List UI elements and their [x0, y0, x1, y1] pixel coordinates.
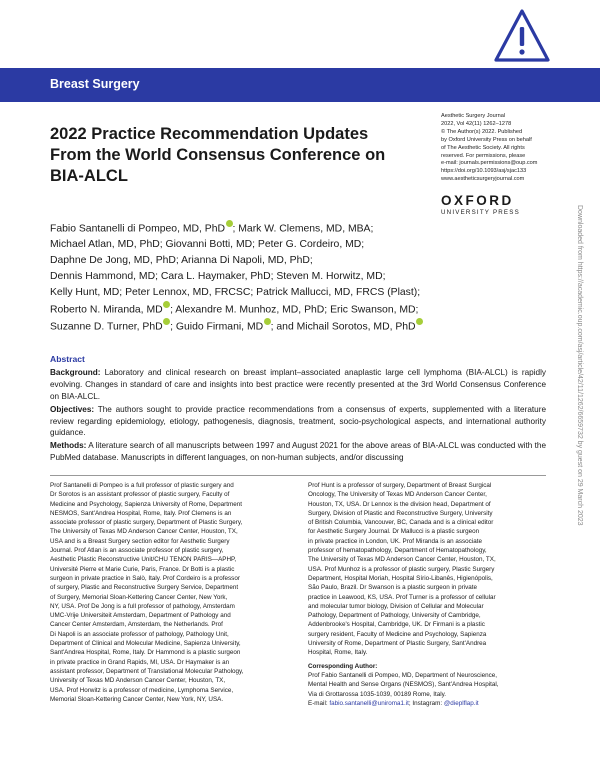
abstract-paragraph: Objectives: The authors sought to provide practice recommendations from a consensus of experts, supplemented with a literature review regarding epidemiology, etiology, pathogenesis, diagnosis, treatment, socio-psychological aspects, and international authority guidance. [50, 404, 546, 438]
warning-triangle-icon [493, 8, 551, 66]
orcid-icon[interactable] [226, 220, 233, 227]
corresponding-contact: E-mail: fabio.santanelli@uniroma1.it; Instagram: @dieplflap.it [308, 699, 479, 707]
affiliation-line: of British Columbia, Vancouver, BC, Canada and is a clinical editor [308, 519, 494, 527]
affiliation-line: Addenbrooke's Hospital, Cambridge, UK. Dr Firmani is a plastic [308, 621, 485, 629]
section-label: Breast Surgery [50, 77, 140, 91]
publisher-sub: UNIVERSITY PRESS [441, 209, 520, 216]
publisher-logo [441, 194, 561, 216]
email-link[interactable]: fabio.santanelli@uniroma1.it [329, 699, 409, 707]
affiliation-line: surgery resident, Faculty of Medicine and Psychology, Sapienza [308, 630, 487, 638]
affiliation-line: of Surgery, Memorial Sloan-Kettering Cancer Center, New York, [50, 593, 228, 601]
title-line: BIA-ALCL [50, 167, 128, 185]
journal-info-line[interactable]: www.aestheticsurgeryjournal.com [441, 176, 525, 183]
download-note [573, 205, 585, 625]
orcid-icon[interactable] [264, 318, 271, 325]
affiliation-line: in private practice in Grand Rapids, MI, USA. Dr Haymaker is an [50, 658, 230, 666]
publisher-name: OXFORD [441, 193, 514, 208]
abstract [50, 354, 546, 465]
journal-info-line: reserved. For permissions, please [441, 152, 526, 159]
affiliation-line: Journal. Prof Atlan is an associate professor of plastic surgery, [50, 547, 224, 555]
journal-info-line: 2022, Vol 42(11) 1262–1278 [441, 120, 512, 127]
affiliations-right [308, 481, 546, 708]
orcid-icon[interactable] [416, 318, 423, 325]
affiliation-line: practice in Leawood, KS, USA. Prof Turner is a professor of cellular [308, 593, 496, 601]
corresponding-line: Mental Health and Sense Organs (NESMOS), Sant'Andrea Hospital, [308, 681, 499, 689]
affiliation-line: and molecular tumor biology, Division of Cellular and Molecular [308, 602, 484, 610]
divider [50, 475, 546, 476]
affiliation-line: Department of Clinical and Molecular Medicine, Sapienza University, [50, 640, 241, 648]
affiliation-line: Prof Hunt is a professor of surgery, Department of Breast Surgical [308, 482, 492, 489]
affiliation-line: Prof Santanelli di Pompeo is a full professor of plastic surgery and [50, 482, 234, 489]
affiliation-line: UMC-Vrije Universiteit Amsterdam, Department of Pathology and [50, 612, 231, 620]
journal-info [441, 113, 561, 184]
author-line: Roberto N. Miranda, MD ; Alexandre M. Munhoz, MD, PhD; Eric Swanson, MD; [50, 301, 440, 318]
affiliation-line: professor of hematopathology, Department of Hematopathology, [308, 547, 487, 555]
abstract-paragraph: Methods: A literature search of all manuscripts between 1997 and August 2021 for the above areas of BIA-ALCL was conducted with the PubMed database. Manuscripts in different languages, on non-human subjects, and/or discussing [50, 441, 546, 463]
affiliation-line: Oncology, The University of Texas MD Anderson Cancer Center, [308, 491, 487, 499]
affiliation-line: in private practice in London, UK. Prof Miranda is an associate [308, 537, 482, 545]
author-line: Fabio Santanelli di Pompeo, MD, PhD ; Mark W. Clemens, MD, MBA; [50, 220, 440, 237]
affiliation-line: associate professor of plastic surgery, Department of Plastic Surgery, [50, 519, 243, 527]
affiliation-line: of surgery, Plastic and Reconstructive Surgery Service, Department [50, 584, 239, 592]
journal-info-line[interactable]: e-mail: journals.permissions@oup.com [441, 160, 538, 167]
affiliation-line: Memorial Sloan-Kettering Cancer Center, New York, NY, USA. [50, 695, 224, 703]
author-list [50, 220, 440, 336]
journal-info-line: © The Author(s) 2022. Published [441, 128, 523, 135]
author-line: Michael Atlan, MD, PhD; Giovanni Botti, MD; Peter G. Cordeiro, MD; [50, 239, 365, 251]
affiliation-line: The University of Texas MD Anderson Cancer Center, Houston, TX, [308, 556, 496, 564]
corresponding-label: Corresponding Author: [308, 662, 378, 670]
affiliation-line: USA and is a Breast Surgery section editor for Aesthetic Surgery [50, 537, 230, 545]
journal-info-line[interactable]: https://doi.org/10.1093/asj/sjac133 [441, 168, 527, 175]
affiliation-line: for Aesthetic Surgery Journal. Dr Mallucci is a plastic surgeon [308, 528, 480, 536]
affiliation-line: NY, USA. Prof De Jong is a full professor of pathology, Amsterdam [50, 602, 235, 610]
affiliation-line: Surgery, Division of Plastic and Reconstructive Surgery, University [308, 509, 493, 517]
affiliation-line: Sant'Andrea Hospital, Rome, Italy. Dr Hammond is a plastic surgeon [50, 649, 241, 657]
affiliation-line: Cancer Center Amsterdam, Amsterdam, the Netherlands. Prof [50, 621, 223, 629]
affiliation-line: assistant professor, Department of Translational Molecular Pathology, [50, 667, 244, 675]
download-note-text: Downloaded from https://academic.oup.com/asj/article/42/11/1262/6659732 by guest on 29 March 2023 [576, 205, 583, 526]
affiliation-line: USA. Prof Munhoz is a professor of plastic surgery, Plastic Surgery [308, 565, 495, 573]
affiliation-line: Pathology, Department of Pathology, University of Cambridge, [308, 612, 481, 620]
affiliation-line: USA. Prof Horwitz is a professor of medicine, Lymphoma Service, [50, 686, 234, 694]
affiliation-line: Di Napoli is an associate professor of pathology, Pathology Unit, [50, 630, 229, 638]
author-line: Dennis Hammond, MD; Cara L. Haymaker, PhD; Steven M. Horwitz, MD; [50, 271, 386, 283]
affiliation-line: University of Texas MD Anderson Cancer Center, Houston, TX, [50, 677, 226, 685]
affiliation-line: Medicine and Psychology, Sapienza University of Rome, Department [50, 500, 243, 508]
article-title [50, 124, 430, 187]
instagram-link[interactable]: @dieplflap.it [443, 699, 479, 707]
title-line: 2022 Practice Recommendation Updates [50, 125, 369, 143]
affiliations-left [50, 481, 288, 704]
affiliation-line: surgeon in private practice in Salò, Italy. Prof Cordeiro is a professor [50, 574, 240, 582]
corresponding-line: Via di Grottarossa 1035-1039, 00189 Rome, Italy. [308, 690, 447, 698]
journal-info-line: Aesthetic Surgery Journal [441, 113, 506, 119]
journal-info-line: of The Aesthetic Society. All rights [441, 144, 525, 151]
section-banner [0, 68, 600, 102]
title-line: From the World Consensus Conference on [50, 146, 386, 164]
journal-info-line: by Oxford University Press on behalf [441, 136, 532, 143]
abstract-paragraph: Background: Laboratory and clinical research on breast implant–associated anaplastic large cell lymphoma (BIA-ALCL) is rapidly evolving. Changes in standard of care and insights into best practice were recently presented at the 3rd World Consensus Conference on BIA-ALCL. [50, 367, 546, 401]
corresponding-line: Prof Fabio Santanelli di Pompeo, MD, Department of Neuroscience, [308, 671, 497, 679]
affiliation-line: Hospital, Rome, Italy. [308, 649, 368, 657]
affiliation-line: Department, Hospital Moriah, Hospital Sírio-Libanês, Higienópolis, [308, 574, 493, 582]
affiliation-line: The University of Texas MD Anderson Cancer Center, Houston, TX, [50, 528, 238, 536]
author-line: Daphne De Jong, MD, PhD; Arianna Di Napoli, MD, PhD; [50, 255, 313, 267]
affiliation-line: Aesthetic Plastic Reconstructive Unit/CHU TENON PARIS—APHP, [50, 556, 237, 564]
author-line: Kelly Hunt, MD; Peter Lennox, MD, FRCSC; Patrick Mallucci, MD, FRCS (Plast); [50, 287, 421, 299]
affiliation-line: Houston, TX, USA. Dr Lennox is the division head, Department of [308, 500, 491, 508]
affiliation-line: Dr Sorotos is an assistant professor of plastic surgery, Faculty of [50, 491, 230, 499]
affiliation-line: São Paulo, Brazil. Dr Swanson is a plastic surgeon in private [308, 584, 478, 592]
affiliation-line: NESMOS, Sant'Andrea Hospital, Rome, Italy. Prof Clemens is an [50, 509, 232, 517]
author-line: Suzanne D. Turner, PhD ; Guido Firmani, MD ; and Michail Sorotos, MD, PhD [50, 318, 440, 335]
abstract-heading: Abstract [50, 354, 85, 364]
affiliation-line: Université Pierre et Marie Curie, Paris, France. Dr Botti is a plastic [50, 565, 235, 573]
affiliation-line: University of Rome, Department of Plastic Surgery, Sant'Andrea [308, 640, 487, 648]
